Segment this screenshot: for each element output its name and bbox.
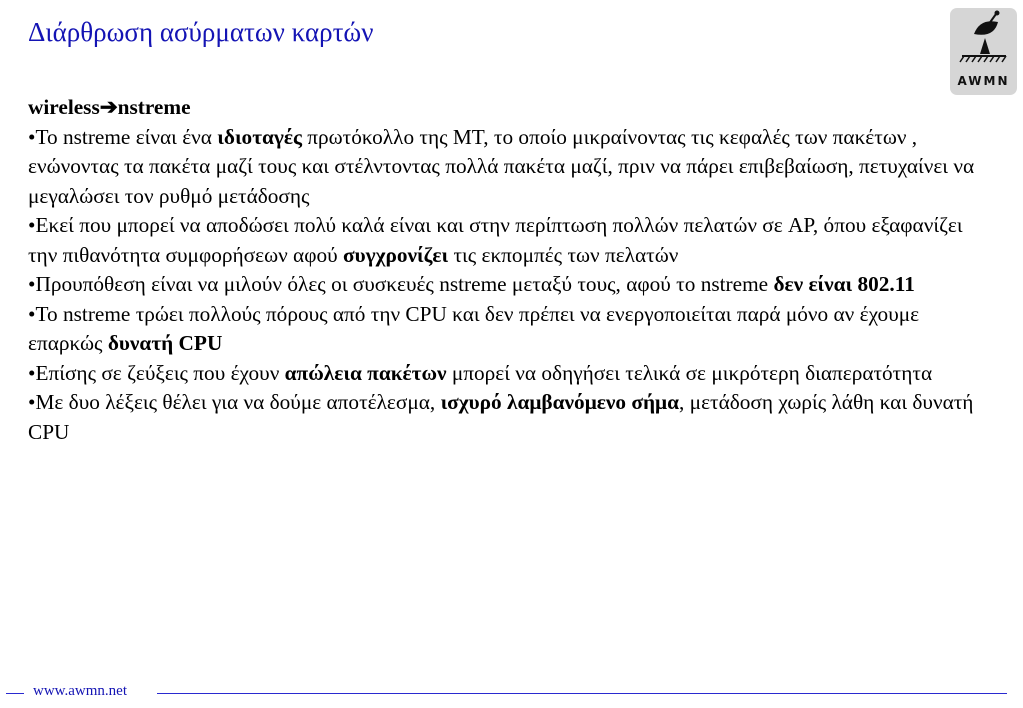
arrow-icon: ➔ xyxy=(99,95,118,119)
bullet-item xyxy=(28,388,993,447)
footer-rule-right xyxy=(157,693,1007,694)
slide-body xyxy=(28,93,993,447)
footer-url[interactable]: www.awmn.net xyxy=(33,683,128,699)
bullet-item xyxy=(28,300,993,359)
bullet-item xyxy=(28,123,993,212)
bullet-emphasis: δεν είναι 802.11 xyxy=(773,272,915,296)
bullet-emphasis: ιδιοταγές xyxy=(217,124,302,149)
bullet-text: •Με δυο λέξεις θέλει για να δούμε αποτέλεσμα, xyxy=(28,390,441,414)
bullet-text: , μετάδοση χωρίς λάθη και δυνατή CPU xyxy=(28,390,974,444)
footer-rule-left xyxy=(6,693,24,694)
bullet-text: μπορεί να οδηγήσει τελικά σε μικρότερη διαπερατότητα xyxy=(446,360,933,385)
bullet-item xyxy=(28,211,993,270)
bullet-text: •Εκεί που μπορεί να αποδώσει πολύ καλά είναι και στην περίπτωση πολλών πελατών σε AP, όπου εξαφανίζει την πιθανότητα συμφορήσεων αφού xyxy=(28,213,963,267)
bullet-item xyxy=(28,270,993,300)
bullet-item xyxy=(28,359,993,389)
bullet-text: τις εκπομπές των πελατών xyxy=(448,242,679,267)
bullet-text: •Το nstreme είναι ένα xyxy=(28,124,218,149)
bullet-text: •Επίσης σε ζεύξεις που έχουν xyxy=(28,360,285,385)
slide-title: Διάρθρωση ασύρματων καρτών xyxy=(28,17,374,47)
bullet-emphasis: δυνατή CPU xyxy=(107,331,223,355)
subheading-wireless: wireless xyxy=(28,95,100,119)
bullet-emphasis: απώλεια πακέτων xyxy=(284,360,447,385)
bullet-emphasis: συγχρονίζει xyxy=(343,242,449,267)
bullet-emphasis: ισχυρό λαμβανόμενο σήμα xyxy=(440,390,679,414)
bullet-text: •Το nstreme τρώει πολλούς πόρους από την CPU και δεν πρέπει να ενεργοποιείται παρά μόνο αν έχουμε επαρκώς xyxy=(28,301,920,355)
subheading xyxy=(28,93,993,123)
satellite-dish-icon xyxy=(950,8,1017,74)
bullet-text: •Προυπόθεση είναι να μιλούν όλες οι συσκευές nstreme μεταξύ τους, αφού το nstreme xyxy=(28,272,774,296)
bullet-text: πρωτόκολλο της MT, το οποίο μικραίνοντας τις κεφαλές των πακέτων , ενώνοντας τα πακέτα μαζί τους και στέλντοντας πολλά πακέτα μαζί, πριν να πάρει επιβεβαίωση, πετυχαίνει να μεγαλώσει τον ρυθμό μετάδοσης xyxy=(28,124,975,208)
logo-text: AWMN xyxy=(957,74,1010,88)
subheading-nstreme: nstreme xyxy=(117,95,191,119)
bullet-list xyxy=(28,123,993,448)
awmn-logo xyxy=(950,8,1017,95)
